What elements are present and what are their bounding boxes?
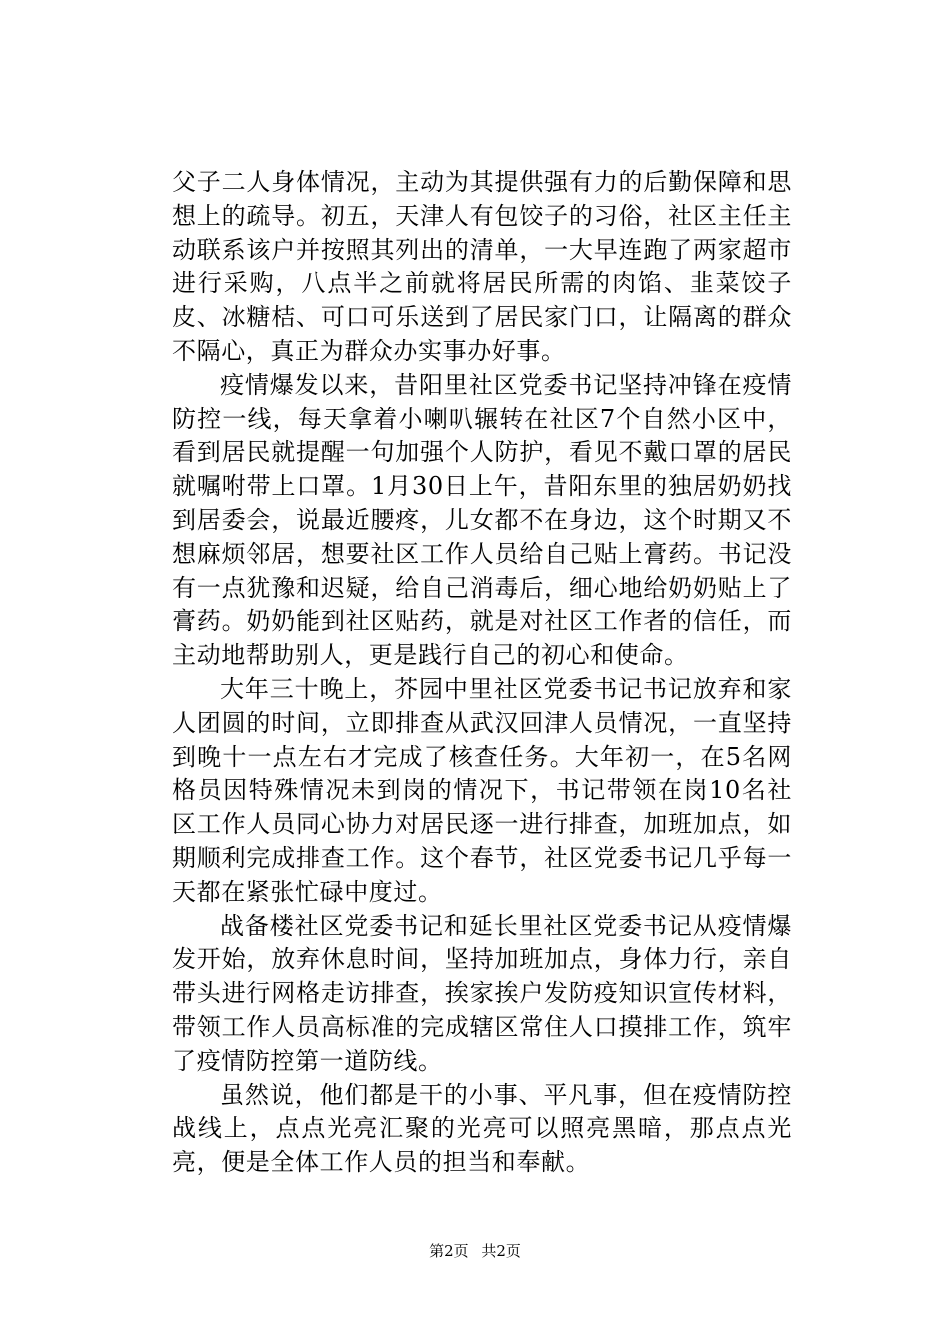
paragraph-xiyangli: 疫情爆发以来，昔阳里社区党委书记坚持冲锋在疫情防控一线，每天拿着小喇叭辗转在社区7个自然小区中，看到居民就提醒一句加强个人防护，看见不戴口罩的居民就嘱咐带上口罩。1月30日上午，昔阳东里的独居奶奶找到居委会，说最近腰疼，儿女都不在身边，这个时期又不想麻烦邻居，想要社区工作人员给自己贴上膏药。书记没有一点犹豫和迟疑，给自己消毒后，细心地给奶奶贴上了膏药。奶奶能到社区贴药，就是对社区工作者的信任，而主动地帮助别人，更是践行自己的初心和使命。 [172,370,792,670]
page-footer [0,1241,950,1261]
page-number-total: 共2页 [481,1242,521,1260]
paragraph-jieyuanzhongli: 大年三十晚上，芥园中里社区党委书记书记放弃和家人团圆的时间，立即排查从武汉回津人员情况，一直坚持到晚十一点左右才完成了核查任务。大年初一，在5名网格员因特殊情况未到岗的情况下，书记带领在岗10名社区工作人员同心协力对居民逐一进行排查，加班加点，如期顺利完成排查工作。这个春节，社区党委书记几乎每一天都在紧张忙碌中度过。 [172,674,792,906]
paragraph-zhanbeilou: 战备楼社区党委书记和延长里社区党委书记从疫情爆发开始，放弃休息时间，坚持加班加点，身体力行，亲自带头进行网格走访排查，挨家挨户发防疫知识宣传材料，带领工作人员高标准的完成辖区常住人口摸排工作，筑牢了疫情防控第一道防线。 [172,911,792,1075]
document-body [172,166,792,1180]
paragraph-continuation: 父子二人身体情况，主动为其提供强有力的后勤保障和思想上的疏导。初五，天津人有包饺子的习俗，社区主任主动联系该户并按照其列出的清单，一大早连跑了两家超市进行采购，八点半之前就将居民所需的肉馅、韭菜饺子皮、冰糖桔、可口可乐送到了居民家门口，让隔离的群众不隔心，真正为群众办实事办好事。 [172,168,792,365]
page-number-current: 第2页 [429,1242,469,1260]
paragraph-conclusion: 虽然说，他们都是干的小事、平凡事，但在疫情防控战线上，点点光亮汇聚的光亮可以照亮黑暗，那点点光亮，便是全体工作人员的担当和奉献。 [172,1080,792,1177]
